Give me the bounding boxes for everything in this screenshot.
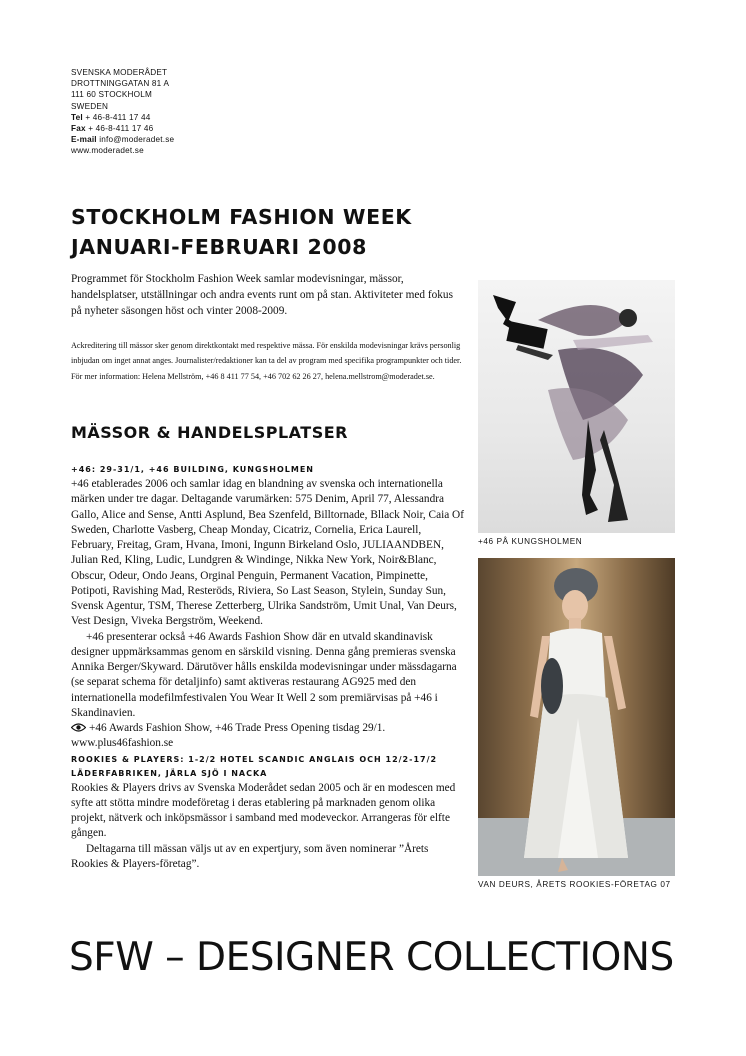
image1-caption: +46 PÅ KUNGSHOLMEN [478,537,583,546]
plus46-events-text: +46 Awards Fashion Show, +46 Trade Press Opening tisdag 29/1. [89,722,386,734]
fax-line [71,123,174,134]
page-title [71,202,412,262]
postal-code: 111 60 STOCKHOLM [71,90,153,100]
email-label: E-mail [71,135,97,145]
rookies-paragraph-1: Rookies & Players drivs av Svenska Moderådet sedan 2005 och är en modescen med syfte att stötta mindre modeföretag i deras etablering på marknaden genom olika projekt, nätverk och inköpsmässor i samband med modeveckor. Arrangeras för elfte gången. [71,781,456,840]
plus46-paragraph-1: +46 etablerades 2006 och samlar idag en blandning av svenska och internationella märken under tre dagar. Deltagande varumärken: 575 Denim, April 77, Alessandra Gallo, Alice and Sense, Antti Asplund, Bea Szenfeld, Billtornade, Bllack Noir, Caia Of Sweden, Charlotte Vasberg, Cheap Monday, Cicatriz, Cornelia, Erica Laurell, February, Freitag, Gram, Hvana, Imoni, Ingunn Birkeland Oslo, JULIAANDBEN, Julian Red, Kling, Ludic, Lundgren & Windinge, Nikka New York, Noir&Blanc, Obscur, Odeur, Ondo Jeans, Orginal Penguin, Permanent Vacation, Pimpinette, Potipoti, Ravishing Mad, Resteröds, Riviera, So Last Season, Stylein, Sunday Sun, Svensk Agentur, TSM, Therese Zetterberg, Ulrika Sandström, Umit Unal, Van Deurs, Vest Design, Viveka Bergström, Weekend. [71,478,464,628]
address-block [71,67,174,157]
tel-line [71,112,174,123]
email-line [71,134,174,145]
plus46-paragraph-2: +46 presenterar också +46 Awards Fashion Show där en utvald skandinavisk designer uppmärksammas genom en särskild visning. Denna gång premieras svenska Annika Berger/Skyward. Därutöver hålls enskilda modevisningar under mässdagarna (se separat schema för detaljinfo) samt aktiveras restaurang AG925 med den internationella modefilmfestivalen You Wear It Well 2 som premiärvisas på +46 i Skandinavien. [71,630,457,719]
street: DROTTNINGGATAN 81 A [71,79,170,89]
fax-number: + 46-8-411 17 46 [88,124,154,134]
eye-icon [71,723,86,732]
rookies-paragraph-2: Deltagarna till mässan väljs ut av en expertjury, som även nominerar ”Årets Rookies & Players-företag”. [71,842,429,870]
country: SWEDEN [71,101,109,111]
email-address: info@moderadet.se [99,135,175,145]
rookies-heading-1: ROOKIES & PLAYERS: 1-2/2 HOTEL SCANDIC ANGLAIS OCH 12/2-17/2 [71,754,438,764]
plus46-heading: +46: 29-31/1, +46 BUILDING, KUNGSHOLMEN [71,465,315,474]
title-line-2: JANUARI-FEBRUARI 2008 [71,235,367,259]
fax-label: Fax [71,124,86,134]
plus46-photo [478,280,675,533]
tel-label: Tel [71,112,83,122]
article-body [71,462,466,872]
tel-number: + 46-8-411 17 44 [85,112,151,122]
plus46-artwork [478,280,675,533]
section-heading: MÄSSOR & HANDELSPLATSER [71,423,348,442]
plus46-events-line [71,721,466,736]
accreditation-note: Ackreditering till mässor sker genom direktkontakt med respektive mässa. För enskilda modevisningar krävs personlig inbjudan om inget annat anges. Journalister/redaktioner kan ta del av program med specifika programpunkter och tider. För mer information: Helena Mellström, +46 8 411 77 54, +46 702 62 26 27, helena.mellstrom@moderadet.se. [71,341,462,381]
intro-paragraph: Programmet för Stockholm Fashion Week samlar modevisningar, mässor, handelsplatser, utställningar och andra events runt om på stan. Aktiviteter med fokus på nyheter säsongen höst och vinter 2008-2009. [71,273,453,318]
image2-caption: VAN DEURS, ÅRETS ROOKIES-FÖRETAG 07 [478,880,671,889]
website: www.moderadet.se [71,146,144,156]
runway-artwork [478,558,675,876]
title-line-1: STOCKHOLM FASHION WEEK [71,205,412,229]
plus46-website: www.plus46fashion.se [71,737,174,750]
van-deurs-photo [478,558,675,876]
org-name: SVENSKA MODERÅDET [71,68,168,77]
rookies-heading-2: LÄDERFABRIKEN, JÄRLA SJÖ I NACKA [71,768,268,778]
footer-heading: SFW – DESIGNER COLLECTIONS [69,935,674,980]
